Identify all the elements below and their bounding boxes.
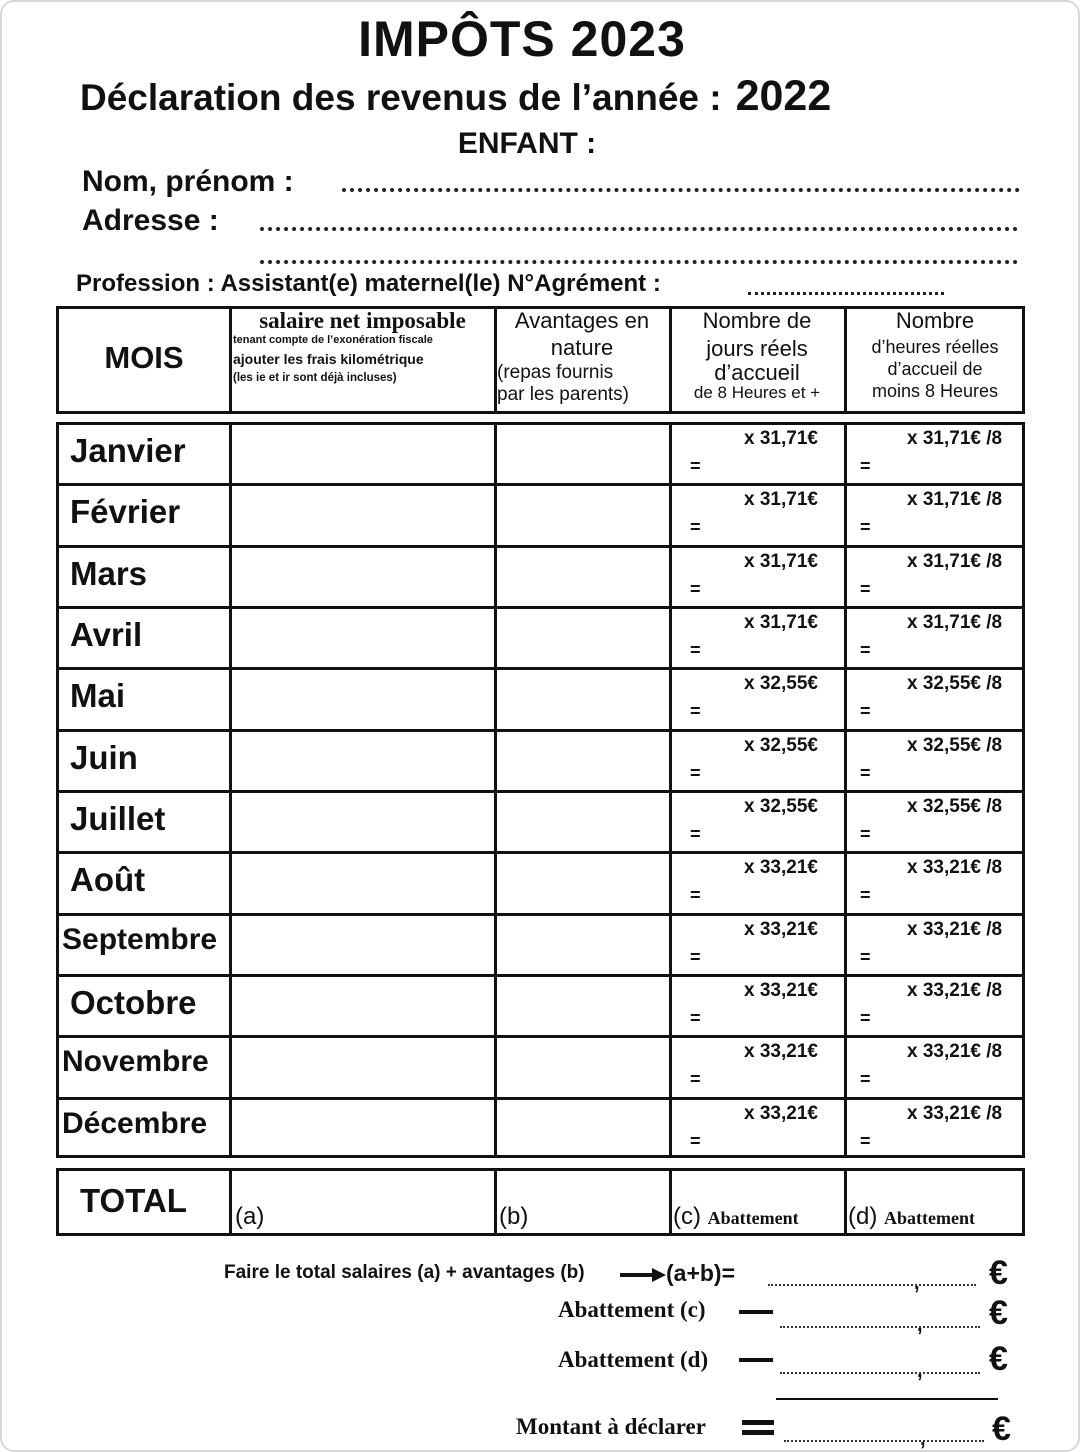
day-rate: x 32,55€ [744,673,818,694]
salary-cell[interactable] [232,916,494,972]
day-rate: x 32,55€ [744,796,818,817]
equals-sign: = [690,1008,701,1028]
header-avantages [497,309,667,405]
decimal-comma: , [917,1360,923,1382]
month-label: Janvier [70,432,186,469]
month-label: Juin [70,739,138,776]
calc-line-2-label: Abattement (c) [558,1297,706,1322]
heures-line: moins 8 Heures [871,380,999,401]
heures-line: d’accueil de [887,358,983,379]
salary-title: salaire net imposable [259,308,466,333]
salary-cell[interactable] [232,977,494,1033]
month-label: Août [70,861,146,898]
euro-sign: € [989,1294,1008,1332]
hour-rate: x 32,55€ /8 [907,735,1003,756]
hour-rate: x 33,21€ /8 [907,1041,1003,1062]
equals-sign: = [860,947,871,967]
avantages-cell[interactable] [497,732,669,788]
day-rate: x 31,71€ [744,612,818,633]
column-divider [494,1168,497,1236]
equals-sign: = [690,824,701,844]
calc-line-2-field[interactable] [780,1326,980,1328]
equals-sign: = [860,579,871,599]
decimal-comma: , [914,1272,920,1294]
salary-cell[interactable] [232,793,494,849]
agrement-field[interactable] [748,292,944,295]
month-label: Avril [70,616,143,653]
income-year: 2022 [735,72,832,120]
form-title: IMPÔTS 2023 [358,11,686,67]
salary-cell[interactable] [232,609,494,665]
heures-line: Nombre [895,308,975,333]
avantages-cell[interactable] [497,793,669,849]
avantages-cell[interactable] [497,486,669,542]
avantages-cell[interactable] [497,977,669,1033]
hour-rate: x 31,71€ /8 [907,612,1003,633]
day-rate: x 33,21€ [744,919,818,940]
equals-sign: = [690,640,701,660]
column-divider [229,1168,232,1236]
avantages-cell[interactable] [497,548,669,604]
abattement-c-label: Abattement [707,1208,799,1228]
salary-note: tenant compte de l’exonération fiscale [233,334,433,347]
header-salary [233,309,492,388]
hour-rate: x 33,21€ /8 [907,919,1003,940]
avantages-cell[interactable] [497,916,669,972]
calc-line-1-label: Faire le total salaires (a) + avantages (b) [224,1262,585,1283]
equals-sign: = [860,456,871,476]
decimal-comma: , [920,1428,926,1450]
calc-line-4-field[interactable] [784,1440,984,1442]
form-subtitle [80,72,831,121]
calc-line-1-field[interactable] [768,1284,976,1286]
month-label: Novembre [62,1045,209,1078]
equals-sign: = [690,1131,701,1151]
total-a-label: (a) [235,1203,265,1230]
calc-line-4-label: Montant à déclarer [516,1414,706,1439]
column-divider [669,1168,672,1236]
salary-cell[interactable] [232,670,494,726]
avantages-cell[interactable] [497,670,669,726]
salary-cell[interactable] [232,548,494,604]
avantages-line: (repas fournis [497,362,614,384]
header-heures [847,309,1023,401]
avantages-line: nature [550,335,614,361]
equals-sign: = [860,640,871,660]
hour-rate: x 32,55€ /8 [907,673,1003,694]
equals-sign: = [860,1008,871,1028]
jours-line: Nombre de [702,308,812,333]
salary-note: ajouter les frais kilométrique [233,350,424,367]
heures-line: d’heures réelles [871,337,999,358]
total-d-label [848,1203,975,1231]
equals-sign: = [860,1131,871,1151]
month-label: Février [70,493,181,530]
child-label: ENFANT : [457,127,597,160]
total-c-label [673,1203,799,1231]
jours-line: de 8 Heures et + [693,383,821,403]
salary-note: (les ie et ir sont déjà incluses) [233,372,397,385]
month-label: Décembre [62,1107,208,1140]
equals-sign: = [860,885,871,905]
equals-sign: = [860,1069,871,1089]
header-jours [672,309,842,402]
jours-line: jours réels [706,336,808,362]
column-divider [844,1168,847,1236]
equals-sign: = [860,517,871,537]
equals-sign: = [860,701,871,721]
hour-rate: x 32,55€ /8 [907,796,1003,817]
minus-icon [739,1310,773,1314]
hour-rate: x 33,21€ /8 [907,857,1003,878]
equals-sign: = [860,763,871,783]
total-c-letter: (c) [673,1203,701,1230]
avantages-cell[interactable] [497,1100,669,1156]
day-rate: x 31,71€ [744,551,818,572]
avantages-line: par les parents) [497,384,630,406]
month-label: Mars [70,555,148,592]
salary-cell[interactable] [232,486,494,542]
month-label: Juillet [70,800,166,837]
decimal-comma: , [917,1314,923,1336]
total-d-letter: (d) [848,1203,878,1230]
sum-separator-line [776,1398,998,1400]
day-rate: x 32,55€ [744,735,818,756]
address-field-line-1[interactable] [260,227,1018,231]
equals-sign: = [690,517,701,537]
equals-icon [742,1420,774,1436]
calc-line-3-label: Abattement (d) [558,1347,709,1372]
hour-rate: x 31,71€ /8 [907,551,1003,572]
subtitle-text: Déclaration des revenus de l’année : [80,77,722,118]
euro-sign: € [989,1340,1008,1378]
euro-sign: € [989,1254,1008,1292]
equals-sign: = [690,885,701,905]
equals-sign: = [690,456,701,476]
equals-sign: = [690,579,701,599]
salary-cell[interactable] [232,1100,494,1156]
header-divider [229,306,232,414]
calc-line-1-result: (a+b)= [666,1260,736,1286]
name-label: Nom, prénom : [82,165,294,198]
hour-rate: x 31,71€ /8 [907,489,1003,510]
day-rate: x 33,21€ [744,857,818,878]
address-field-line-2[interactable] [260,260,1018,264]
salary-cell[interactable] [232,425,494,481]
hour-rate: x 31,71€ /8 [907,428,1003,449]
day-rate: x 33,21€ [744,1103,818,1124]
avantages-cell[interactable] [497,1038,669,1094]
hour-rate: x 33,21€ /8 [907,980,1003,1001]
abattement-d-label: Abattement [884,1208,975,1228]
avantages-cell[interactable] [497,854,669,910]
month-label: Septembre [62,923,218,956]
salary-cell[interactable] [232,732,494,788]
day-rate: x 31,71€ [744,489,818,510]
equals-sign: = [690,1069,701,1089]
equals-sign: = [860,824,871,844]
salary-cell[interactable] [232,1038,494,1094]
total-b-label: (b) [499,1203,529,1230]
day-rate: x 33,21€ [744,1041,818,1062]
euro-sign: € [992,1410,1011,1448]
right-arrow-icon [620,1268,666,1282]
avantages-cell[interactable] [497,425,669,481]
profession-label: Profession : Assistant(e) maternel(le) N°Agrément : [76,270,661,297]
salary-cell[interactable] [232,854,494,910]
name-field[interactable] [342,188,1020,192]
month-label: Octobre [70,984,197,1021]
month-label: Mai [70,677,126,714]
jours-line: d’accueil [714,360,800,386]
equals-sign: = [690,947,701,967]
day-rate: x 31,71€ [744,428,818,449]
calc-line-3-field[interactable] [780,1372,980,1374]
day-rate: x 33,21€ [744,980,818,1001]
total-label: TOTAL [80,1182,187,1219]
address-label: Adresse : [82,204,219,237]
hour-rate: x 33,21€ /8 [907,1103,1003,1124]
avantages-line: Avantages en [514,308,650,333]
equals-sign: = [690,701,701,721]
equals-sign: = [690,763,701,783]
header-mois: MOIS [104,340,184,375]
avantages-cell[interactable] [497,609,669,665]
minus-icon [739,1358,773,1362]
